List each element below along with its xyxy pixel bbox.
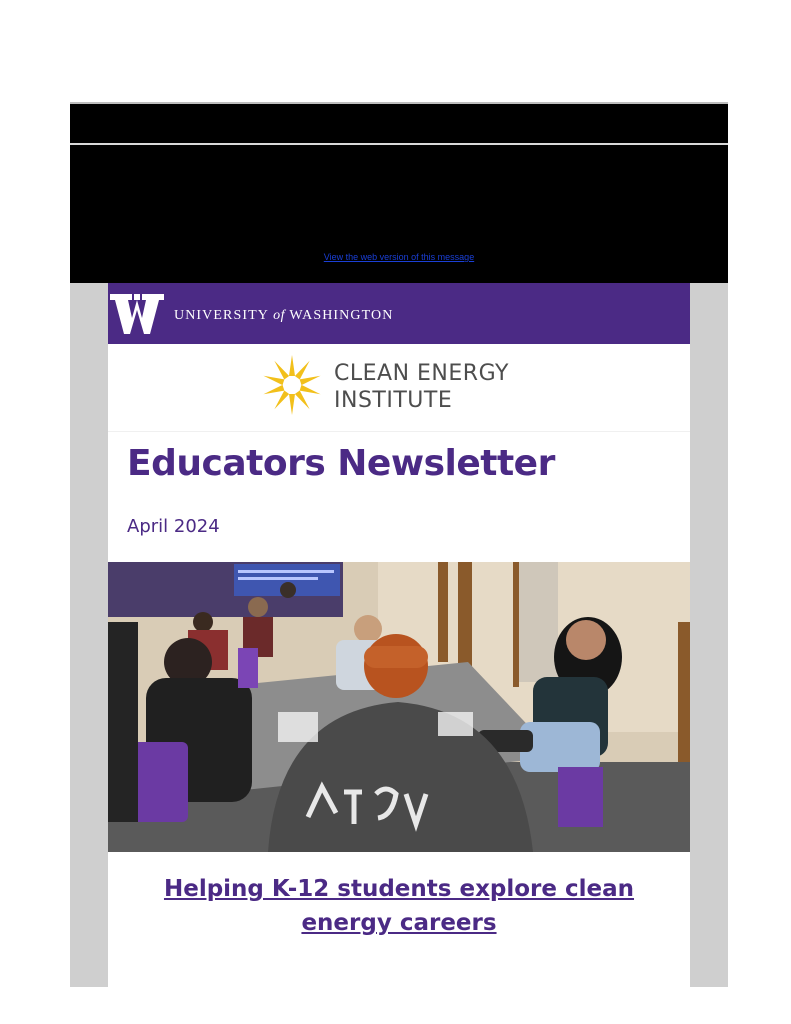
uw-w-logo-icon — [110, 294, 164, 334]
preheader-band — [70, 145, 728, 283]
institute-name-line2: INSTITUTE — [334, 388, 453, 413]
sun-logo-icon — [261, 354, 323, 416]
newsletter-title: Educators Newsletter — [127, 443, 555, 484]
uw-header-bar — [108, 283, 690, 344]
university-name-of: of — [273, 308, 285, 323]
classroom-photo — [108, 562, 690, 852]
university-name — [174, 308, 393, 324]
institute-name — [334, 360, 509, 414]
university-name-part1: UNIVERSITY — [174, 308, 269, 323]
email-body — [108, 283, 690, 987]
institute-name-line1: CLEAN ENERGY — [334, 361, 509, 386]
web-version-link[interactable]: View the web version of this message — [323, 252, 475, 262]
newsletter-date: April 2024 — [127, 516, 220, 537]
university-name-part2: WASHINGTON — [289, 308, 394, 323]
article-headline-link[interactable]: Helping K-12 students explore clean energy careers — [163, 876, 635, 936]
preheader-top-band — [70, 104, 728, 143]
institute-banner — [108, 344, 690, 432]
